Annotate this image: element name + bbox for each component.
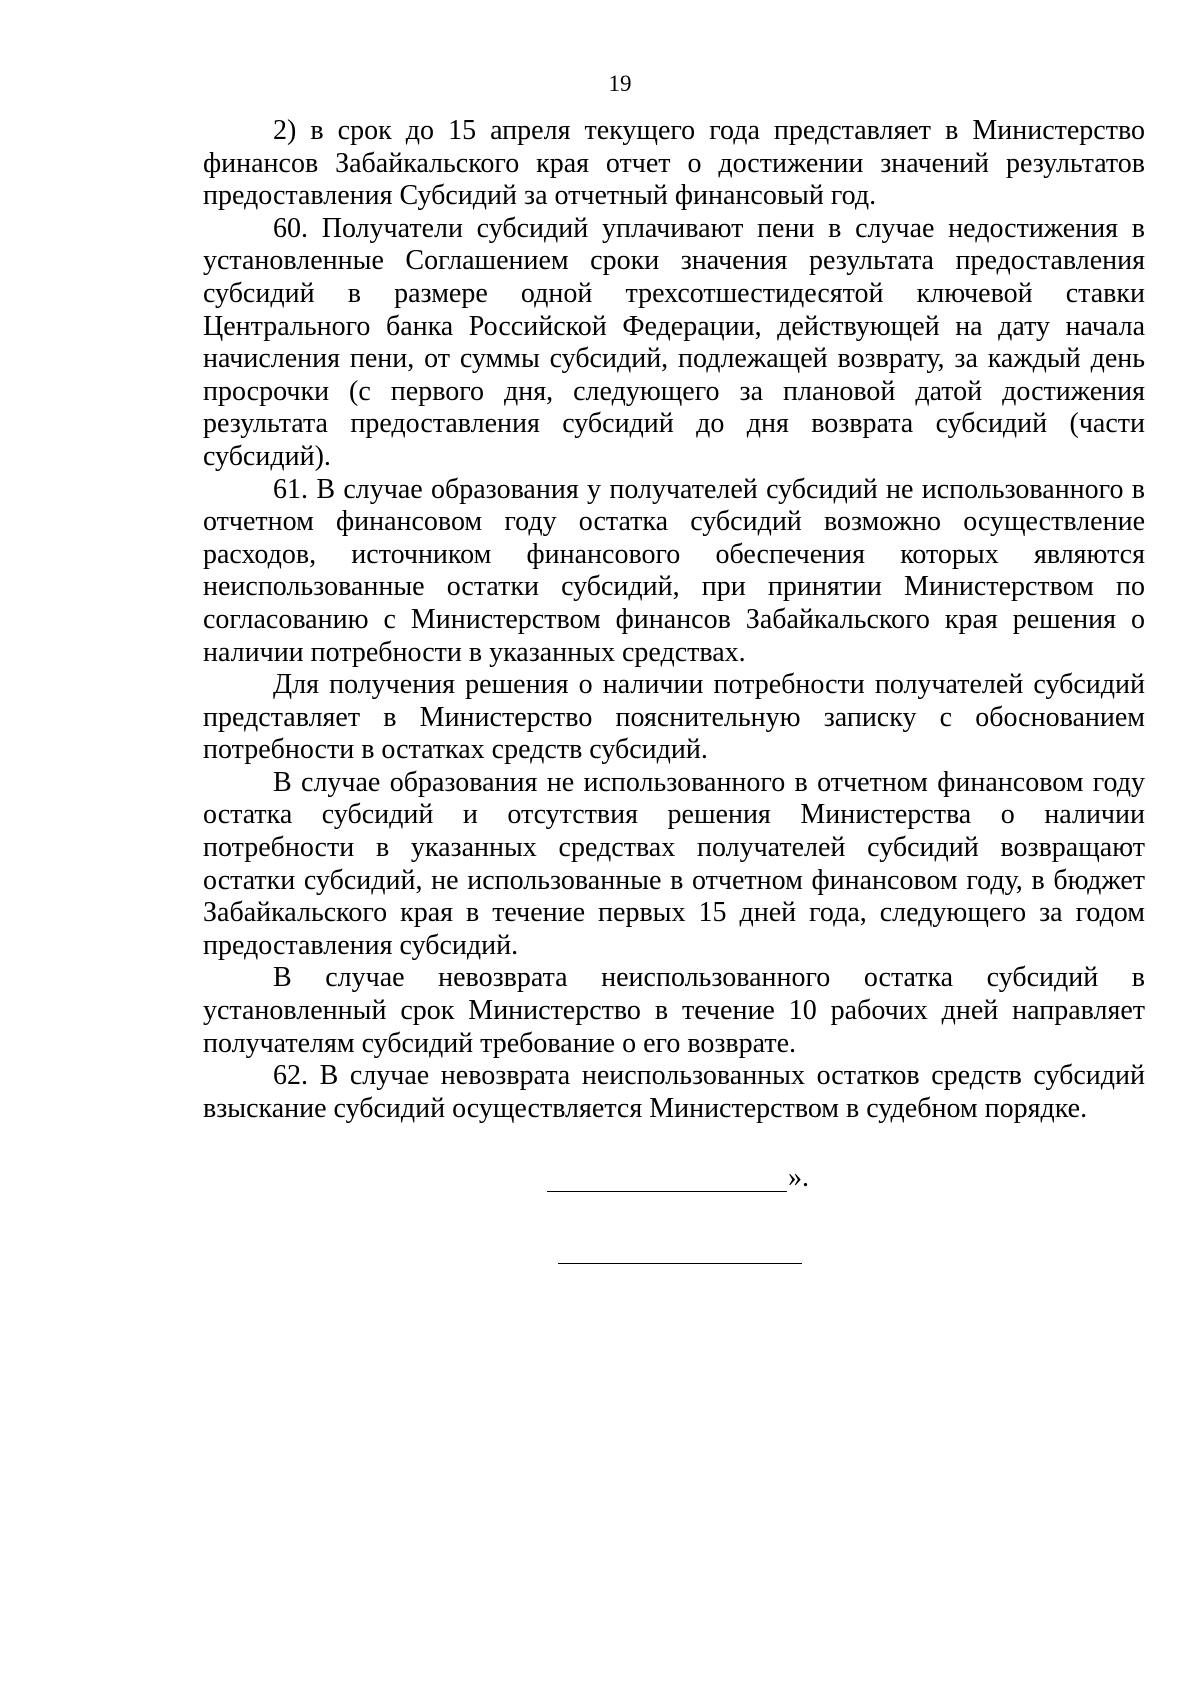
paragraph-62-court-recovery: 62. В случае невозврата неиспользованных остатков средств субсидий взыскание субсидий осуществляется Министерством в судебном порядке. [203,1060,1145,1124]
paragraph-decision-request: Для получения решения о наличии потребности получателей субсидий представляет в Министерство пояснительную записку с обоснованием потребности в остатках средств субсидий. [203,669,1145,766]
paragraph-item-2-report: 2) в срок до 15 апреля текущего года представляет в Министерство финансов Забайкальского края отчет о достижении значений результатов предоставления Субсидий за отчетный финансовый год. [203,115,1145,212]
end-of-document-line [558,1263,802,1264]
page-number: 19 [608,71,632,96]
paragraph-return-of-balance: В случае образования не использованного в отчетном финансовом году остатка субсидий и отсутствия решения Министерства о наличии потребности в указанных средствах получателей субсидий возвращают остатки субсидий, не использованные в отчетном финансовом году, в бюджет Забайкальского края в течение первых 15 дней года, следующего за годом предоставления субсидий. [203,766,1145,961]
paragraph-non-return-demand: В случае невозврата неиспользованного остатка субсидий в установленный срок Министерство в течение 10 рабочих дней направляет получателям субсидий требование о его возврате. [203,962,1145,1059]
paragraph-61-unused-balance: 61. В случае образования у получателей субсидий не использованного в отчетном финансовом году остатка субсидий возможно осуществление расходов, источником финансового обеспечения которых являются неиспользованные остатки субсидий, при принятии Министерством по согласованию с Министерством финансов Забайкальского края решения о наличии потребности в указанных средствах. [203,473,1145,668]
closing-mark [0,1158,1200,1198]
closing-underline [547,1191,787,1192]
document-body [203,115,1145,1125]
paragraph-60-penalties: 60. Получатели субсидий уплачивают пени в случае недостижения в установленные Соглашением сроки значения результата предоставления субсидий в размере одной трехсотшестидесятой ключевой ставки Центрального банка Российской Федерации, действующей на дату начала начисления пени, от суммы субсидий, подлежащей возврату, за каждый день просрочки (с первого дня, следующего за плановой датой достижения результата предоставления субсидий до дня возврата субсидий (части субсидий). [203,212,1145,472]
closing-quote: ». [788,1162,809,1193]
